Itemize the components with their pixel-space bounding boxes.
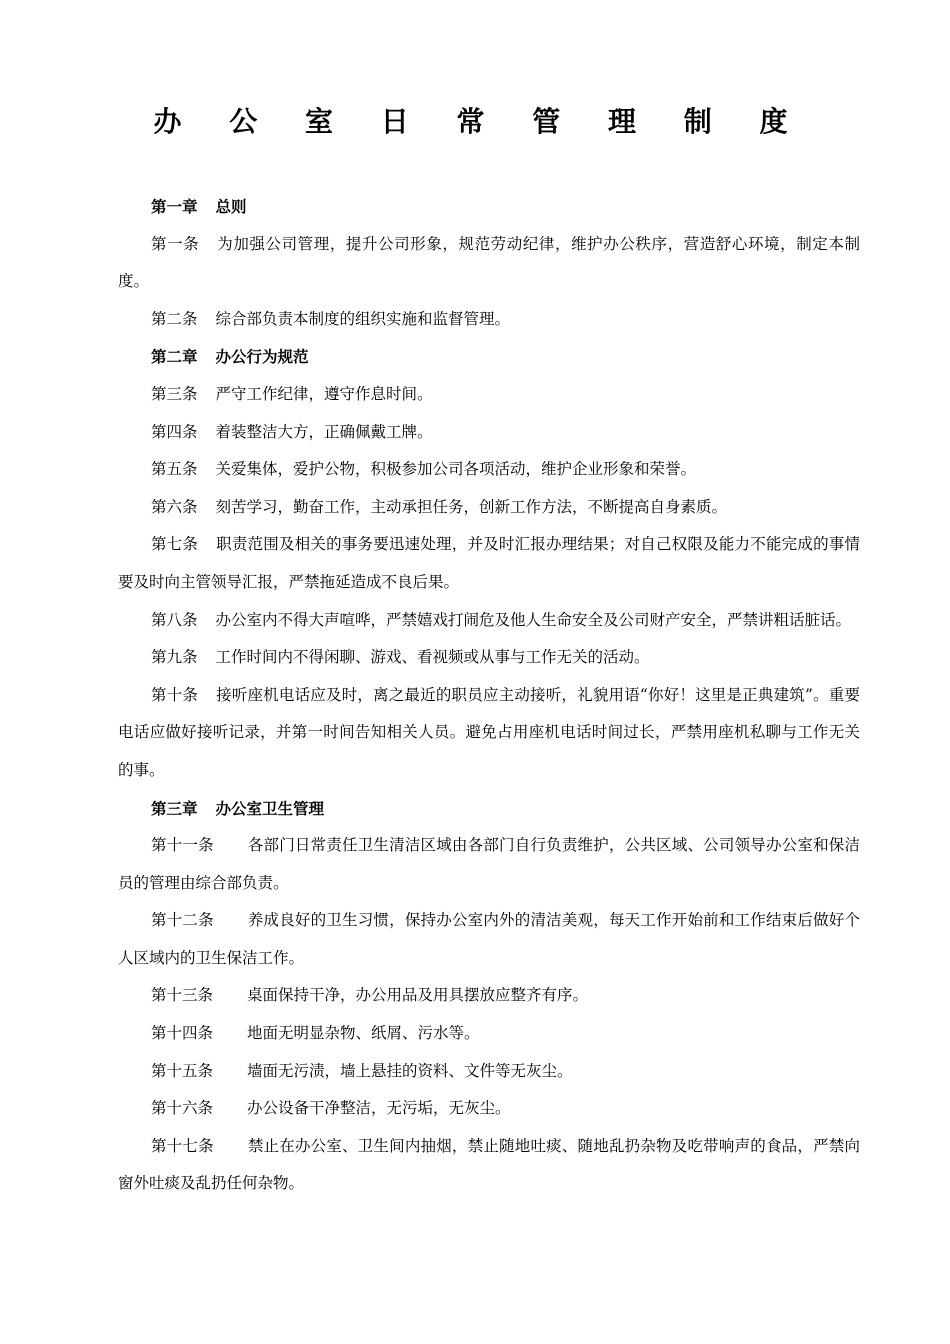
article-text: 为加强公司管理，提升公司形象，规范劳动纪律，维护办公秩序，营造舒心环境，制定本制度。: [118, 234, 860, 291]
article-paragraph: [118, 677, 860, 790]
article-number: 第八条: [151, 610, 198, 629]
article-text: 禁止在办公室、卫生间内抽烟，禁止随地吐痰、随地乱扔杂物及吃带响声的食品，严禁向窗外吐痰及乱扔任何杂物。: [118, 1136, 860, 1193]
article-paragraph: [118, 414, 860, 452]
article-text: 着装整洁大方，正确佩戴工牌。: [215, 422, 433, 441]
article-paragraph: [118, 1053, 860, 1091]
article-number: 第五条: [151, 460, 198, 479]
article-paragraph: [118, 301, 860, 339]
article-text: 墙面无污渍，墙上悬挂的资料、文件等无灰尘。: [247, 1061, 573, 1080]
article-number: 第七条: [151, 535, 199, 554]
article-number: 第十四条: [151, 1024, 214, 1043]
chapter-number: 第三章: [151, 798, 198, 818]
article-number: 第十二条: [151, 911, 214, 930]
article-text: 地面无明显杂物、纸屑、污水等。: [247, 1024, 480, 1043]
article-text: 各部门日常责任卫生清洁区域由各部门自行负责维护，公共区域、公司领导办公室和保洁员的管理由综合部负责。: [118, 836, 860, 892]
article-number: 第十条: [151, 685, 199, 704]
chapter-title: 办公行为规范: [215, 347, 309, 367]
article-paragraph: [118, 977, 860, 1015]
chapter-heading: [118, 338, 860, 376]
chapter-number: 第二章: [151, 347, 198, 367]
chapter-heading: [118, 188, 860, 226]
article-number: 第六条: [151, 497, 198, 516]
article-text: 养成良好的卫生习惯，保持办公室内外的清洁美观，每天工作开始前和工作结束后做好个人区域内的卫生保洁工作。: [118, 911, 860, 967]
article-text: 刻苦学习，勤奋工作，主动承担任务，创新工作方法，不断提高自身素质。: [215, 497, 728, 516]
article-text: 办公设备干净整洁，无污垢，无灰尘。: [247, 1099, 511, 1118]
article-paragraph: [118, 639, 860, 677]
article-number: 第四条: [151, 422, 198, 441]
article-paragraph: [118, 602, 860, 640]
article-text: 工作时间内不得闲聊、游戏、看视频或从事与工作无关的活动。: [215, 648, 650, 667]
document-title: 办 公 室 日 常 管 理 制 度: [153, 105, 807, 138]
chapter-title: 总则: [215, 197, 247, 216]
article-number: 第二条: [151, 309, 198, 328]
article-text: 综合部负责本制度的组织实施和监督管理。: [215, 309, 511, 328]
chapter-title: 办公室卫生管理: [215, 798, 325, 818]
article-paragraph: [118, 1128, 860, 1203]
article-text: 严守工作纪律，遵守作息时间。: [215, 384, 433, 403]
chapter-number: 第一章: [151, 197, 198, 216]
document-body: [118, 188, 860, 1203]
article-paragraph: [118, 827, 860, 902]
article-paragraph: [118, 1090, 860, 1128]
chapter-heading: [118, 790, 860, 828]
article-paragraph: [118, 226, 860, 301]
article-text: 接听座机电话应及时，离之最近的职员应主动接听，礼貌用语“你好！这里是正典建筑”。重要电话应做好接听记录，并第一时间告知相关人员。避免占用座机电话时间过长，严禁用座机私聊与工作无关的事。: [118, 685, 860, 779]
article-paragraph: [118, 902, 860, 977]
article-text: 职责范围及相关的事务要迅速处理，并及时汇报办理结果；对自己权限及能力不能完成的事情要及时向主管领导汇报，严禁拖延造成不良后果。: [118, 535, 860, 591]
article-number: 第十一条: [151, 836, 214, 855]
article-paragraph: [118, 1015, 860, 1053]
article-paragraph: [118, 376, 860, 414]
article-number: 第十五条: [151, 1061, 214, 1080]
article-text: 办公室内不得大声喧哗，严禁嬉戏打闹危及他人生命安全及公司财产安全，严禁讲粗话脏话。: [215, 610, 852, 629]
article-number: 第一条: [151, 234, 200, 253]
article-number: 第三条: [151, 384, 198, 403]
article-number: 第十六条: [151, 1099, 214, 1118]
article-number: 第十三条: [151, 986, 214, 1005]
article-text: 关爱集体，爱护公物，积极参加公司各项活动，维护企业形象和荣誉。: [215, 460, 697, 479]
article-text: 桌面保持干净，办公用品及用具摆放应整齐有序。: [247, 986, 589, 1005]
article-number: 第十七条: [151, 1136, 214, 1155]
article-paragraph: [118, 526, 860, 601]
article-paragraph: [118, 451, 860, 489]
article-paragraph: [118, 489, 860, 527]
article-number: 第九条: [151, 648, 198, 667]
